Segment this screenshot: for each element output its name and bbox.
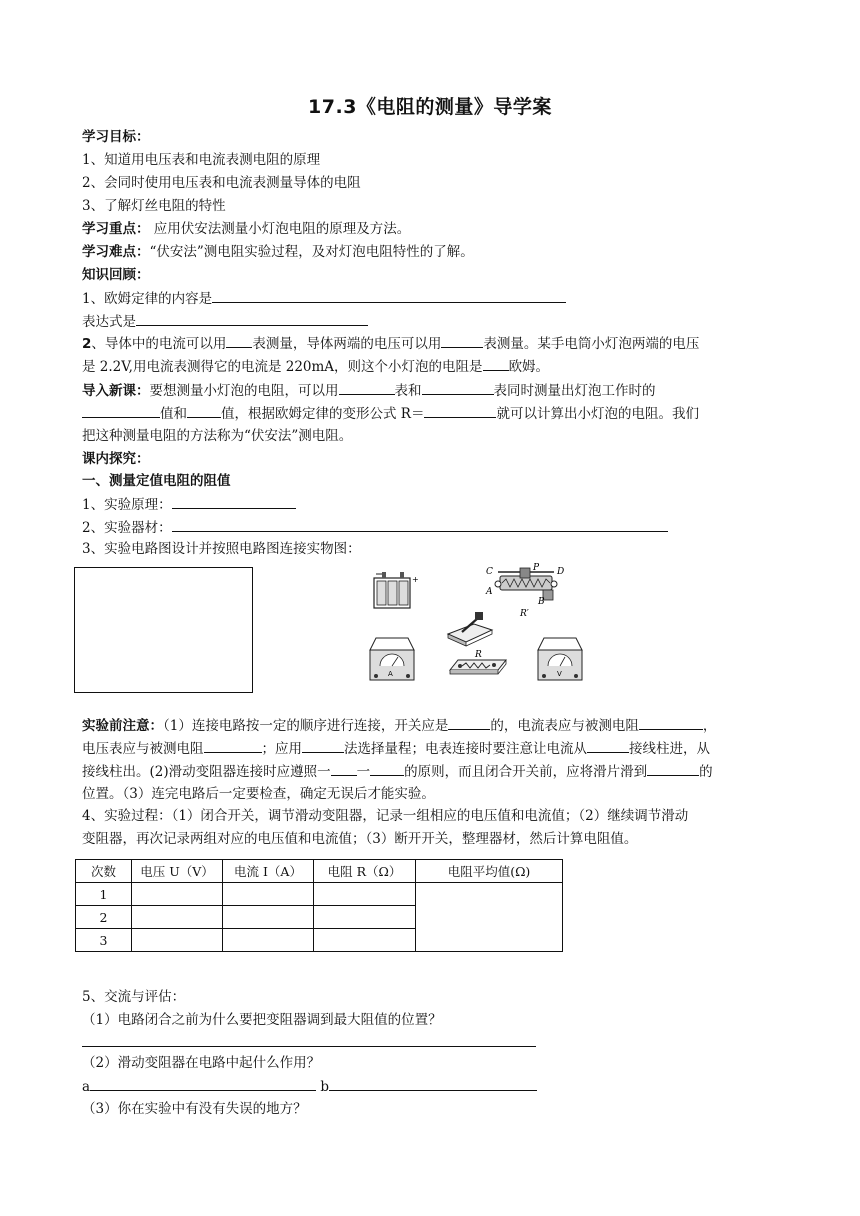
goals-heading: 学习目标： [82,129,150,145]
fill-blank[interactable] [448,715,490,730]
fill-blank[interactable] [82,403,160,418]
row-number: 3 [76,929,132,952]
current-cell[interactable] [223,929,314,952]
notes-line2 [82,738,710,759]
table-header-row [76,860,563,883]
intro-text-e: 值，根据欧姆定律的变形公式 R＝ [221,406,425,422]
notes-text-a: （1）连接电路按一定的顺序进行连接，开关应是 [163,718,449,734]
voltmeter-icon[interactable] [538,638,582,680]
fill-blank[interactable] [370,761,404,776]
fill-blank[interactable] [136,311,368,326]
voltmeter-label: V [557,670,562,678]
fill-blank[interactable] [424,403,496,418]
intro-text-d: 值和 [160,406,187,422]
intro-line3: 把这种测量电阻的方法称为“伏安法”测电阻。 [82,428,353,444]
intro-line2 [82,403,699,424]
terminal-a-label: A [486,587,493,597]
fill-blank[interactable] [647,761,699,776]
review-heading: 知识回顾： [82,267,150,283]
sliding-rheostat-icon[interactable] [485,563,564,619]
answer-a-label: a [82,1079,91,1095]
difficulty-text: “伏安法”测电阻实验过程，及对灯泡电阻特性的了解。 [149,244,474,260]
review-q2-line1 [82,333,699,354]
ammeter-icon[interactable] [370,638,414,680]
notes-text-g: 接线柱进，从 [629,741,710,757]
terminal-c-label: C [486,567,493,577]
table-header: 电阻 R（Ω） [314,860,416,883]
resistance-cell[interactable] [314,883,416,906]
fill-blank[interactable] [587,738,629,753]
terminal-b-label: B [538,597,545,607]
explore-heading: 课内探究： [82,451,150,467]
discussion-q2: （2）滑动变阻器在电路中起什么作用？ [82,1055,321,1071]
notes-line3 [82,761,713,782]
fill-blank[interactable] [212,288,566,303]
fill-blank[interactable] [339,380,395,395]
circuit-design-line: 3、实验电路图设计并按照电路图连接实物图： [82,541,361,557]
notes-label: 实验前注意： [82,718,163,734]
goal-item-1: 1、知道用电压表和电流表测电阻的原理 [82,152,321,168]
intro-text-a: 要想测量小灯泡的电阻，可以用 [149,383,339,399]
process-line2: 变阻器，再次记录两组对应的电压值和电流值；（3）断开开关，整理器材，然后计算电阻值。 [82,831,638,847]
key-point-text: 应用伏安法测量小灯泡电阻的原理及方法。 [149,221,411,237]
review-q2-text-b: 表测量，导体两端的电压可以用 [252,336,442,352]
fill-blank[interactable] [172,517,668,532]
fill-blank[interactable] [187,403,221,418]
answer-b-blank[interactable] [329,1076,537,1091]
fill-blank[interactable] [483,356,509,371]
answer-a-blank[interactable] [90,1076,316,1091]
table-header: 电流 I（A） [223,860,314,883]
section-one-text: 一、测量定值电阻的阻值 [82,473,231,489]
intro-text-b: 表和 [394,383,422,399]
resistor-icon[interactable] [450,650,506,674]
equipment-label: 2、实验器材： [82,520,172,536]
fill-blank[interactable] [226,333,252,348]
intro-line1 [82,380,656,401]
page-title: 17.3《电阻的测量》导学案 [308,96,552,118]
average-resistance-cell[interactable] [416,883,563,952]
fill-blank[interactable] [172,494,296,509]
voltage-cell[interactable] [132,906,223,929]
fill-blank[interactable] [639,715,703,730]
notes-text-e: ；应用 [261,741,302,757]
intro-text-f: 就可以计算出小灯泡的电阻。我们 [496,406,699,422]
notes-line4: 位置。（3）连完电路后一定要检查，确定无误后才能实验。 [82,786,435,802]
intro-label: 导入新课： [82,383,150,399]
equipment-line [82,517,668,538]
battery-pack-icon[interactable] [374,572,419,608]
table-header: 电压 U（V） [132,860,223,883]
table-header: 次数 [76,860,132,883]
notes-line1 [82,715,716,736]
fill-blank[interactable] [302,738,344,753]
goal-item-2: 2、会同时使用电压表和电流表测量导体的电阻 [82,175,361,191]
review-q2-text-a: 、导体中的电流可以用 [91,336,227,352]
answer-line[interactable] [82,1046,536,1047]
notes-text-f: 法选择量程；电表连接时要注意让电流从 [344,741,587,757]
difficulty-label: 学习难点： [82,244,150,260]
fill-blank[interactable] [204,738,262,753]
notes-text-j: 的原则，而且闭合开关前，应将滑片滑到 [404,764,648,780]
slider-p-label: P [533,563,540,573]
notes-text-c: ， [702,718,717,734]
knife-switch-icon[interactable] [448,612,492,646]
apparatus-figure [362,562,594,688]
row-number: 1 [76,883,132,906]
notes-text-i: 一 [356,764,371,780]
discussion-heading: 5、交流与评估： [82,989,186,1005]
section-one-title [82,471,231,491]
discussion-ab-line [82,1076,537,1097]
resistor-label: R [475,650,482,660]
review-q2-line2 [82,356,549,377]
review-q2-number: 2 [82,336,92,352]
table-row [76,883,563,906]
circuit-drawing-box[interactable] [74,567,253,693]
table-header: 电阻平均值(Ω) [416,860,563,883]
review-q1-text: 1、欧姆定律的内容是 [82,291,213,307]
process-line1: 4、实验过程：（1）闭合开关，调节滑动变阻器，记录一组相应的电压值和电流值；（2）继续调节滑动 [82,808,689,824]
resistance-cell[interactable] [314,929,416,952]
notes-text-h: 接线柱出。(2)滑动变阻器连接时应遵照一 [82,764,331,780]
review-q1-line [82,288,566,309]
key-point-line [82,219,410,239]
fill-blank[interactable] [422,380,494,395]
data-table [75,859,563,952]
svg-text:+: + [412,575,419,584]
goal-item-3: 3、了解灯丝电阻的特性 [82,198,226,214]
notes-text-k: 的 [699,764,713,780]
difficulty-line [82,242,474,262]
notes-text-b: 的，电流表应与被测电阻 [490,718,639,734]
fill-blank[interactable] [441,333,483,348]
terminal-d-label: D [557,567,565,577]
review-expression-text: 表达式是 [82,314,136,330]
review-expression-line [82,311,368,332]
voltage-cell[interactable] [132,883,223,906]
ammeter-label: A [388,670,393,678]
review-q2-text-d: 是 2.2V,用电流表测得它的电流是 220mA，则这个小灯泡的电阻是 [82,359,483,375]
voltage-cell[interactable] [132,929,223,952]
current-cell[interactable] [223,906,314,929]
discussion-q3: （3）你在实验中有没有失误的地方？ [82,1101,307,1117]
key-point-label: 学习重点： [82,221,150,237]
notes-text-d: 电压表应与被测电阻 [82,741,204,757]
discussion-q1: （1）电路闭合之前为什么要把变阻器调到最大阻值的位置？ [82,1012,442,1028]
review-q2-text-c: 表测量。某手电筒小灯泡两端的电压 [483,336,700,352]
row-number: 2 [76,906,132,929]
fill-blank[interactable] [331,761,357,776]
principle-label: 1、实验原理： [82,497,172,513]
intro-text-c: 表同时测量出灯泡工作时的 [493,383,656,399]
rheostat-label: R′ [520,609,529,619]
answer-b-label: b [320,1079,330,1095]
current-cell[interactable] [223,883,314,906]
principle-line [82,494,296,515]
resistance-cell[interactable] [314,906,416,929]
review-q2-text-e: 欧姆。 [508,359,550,375]
